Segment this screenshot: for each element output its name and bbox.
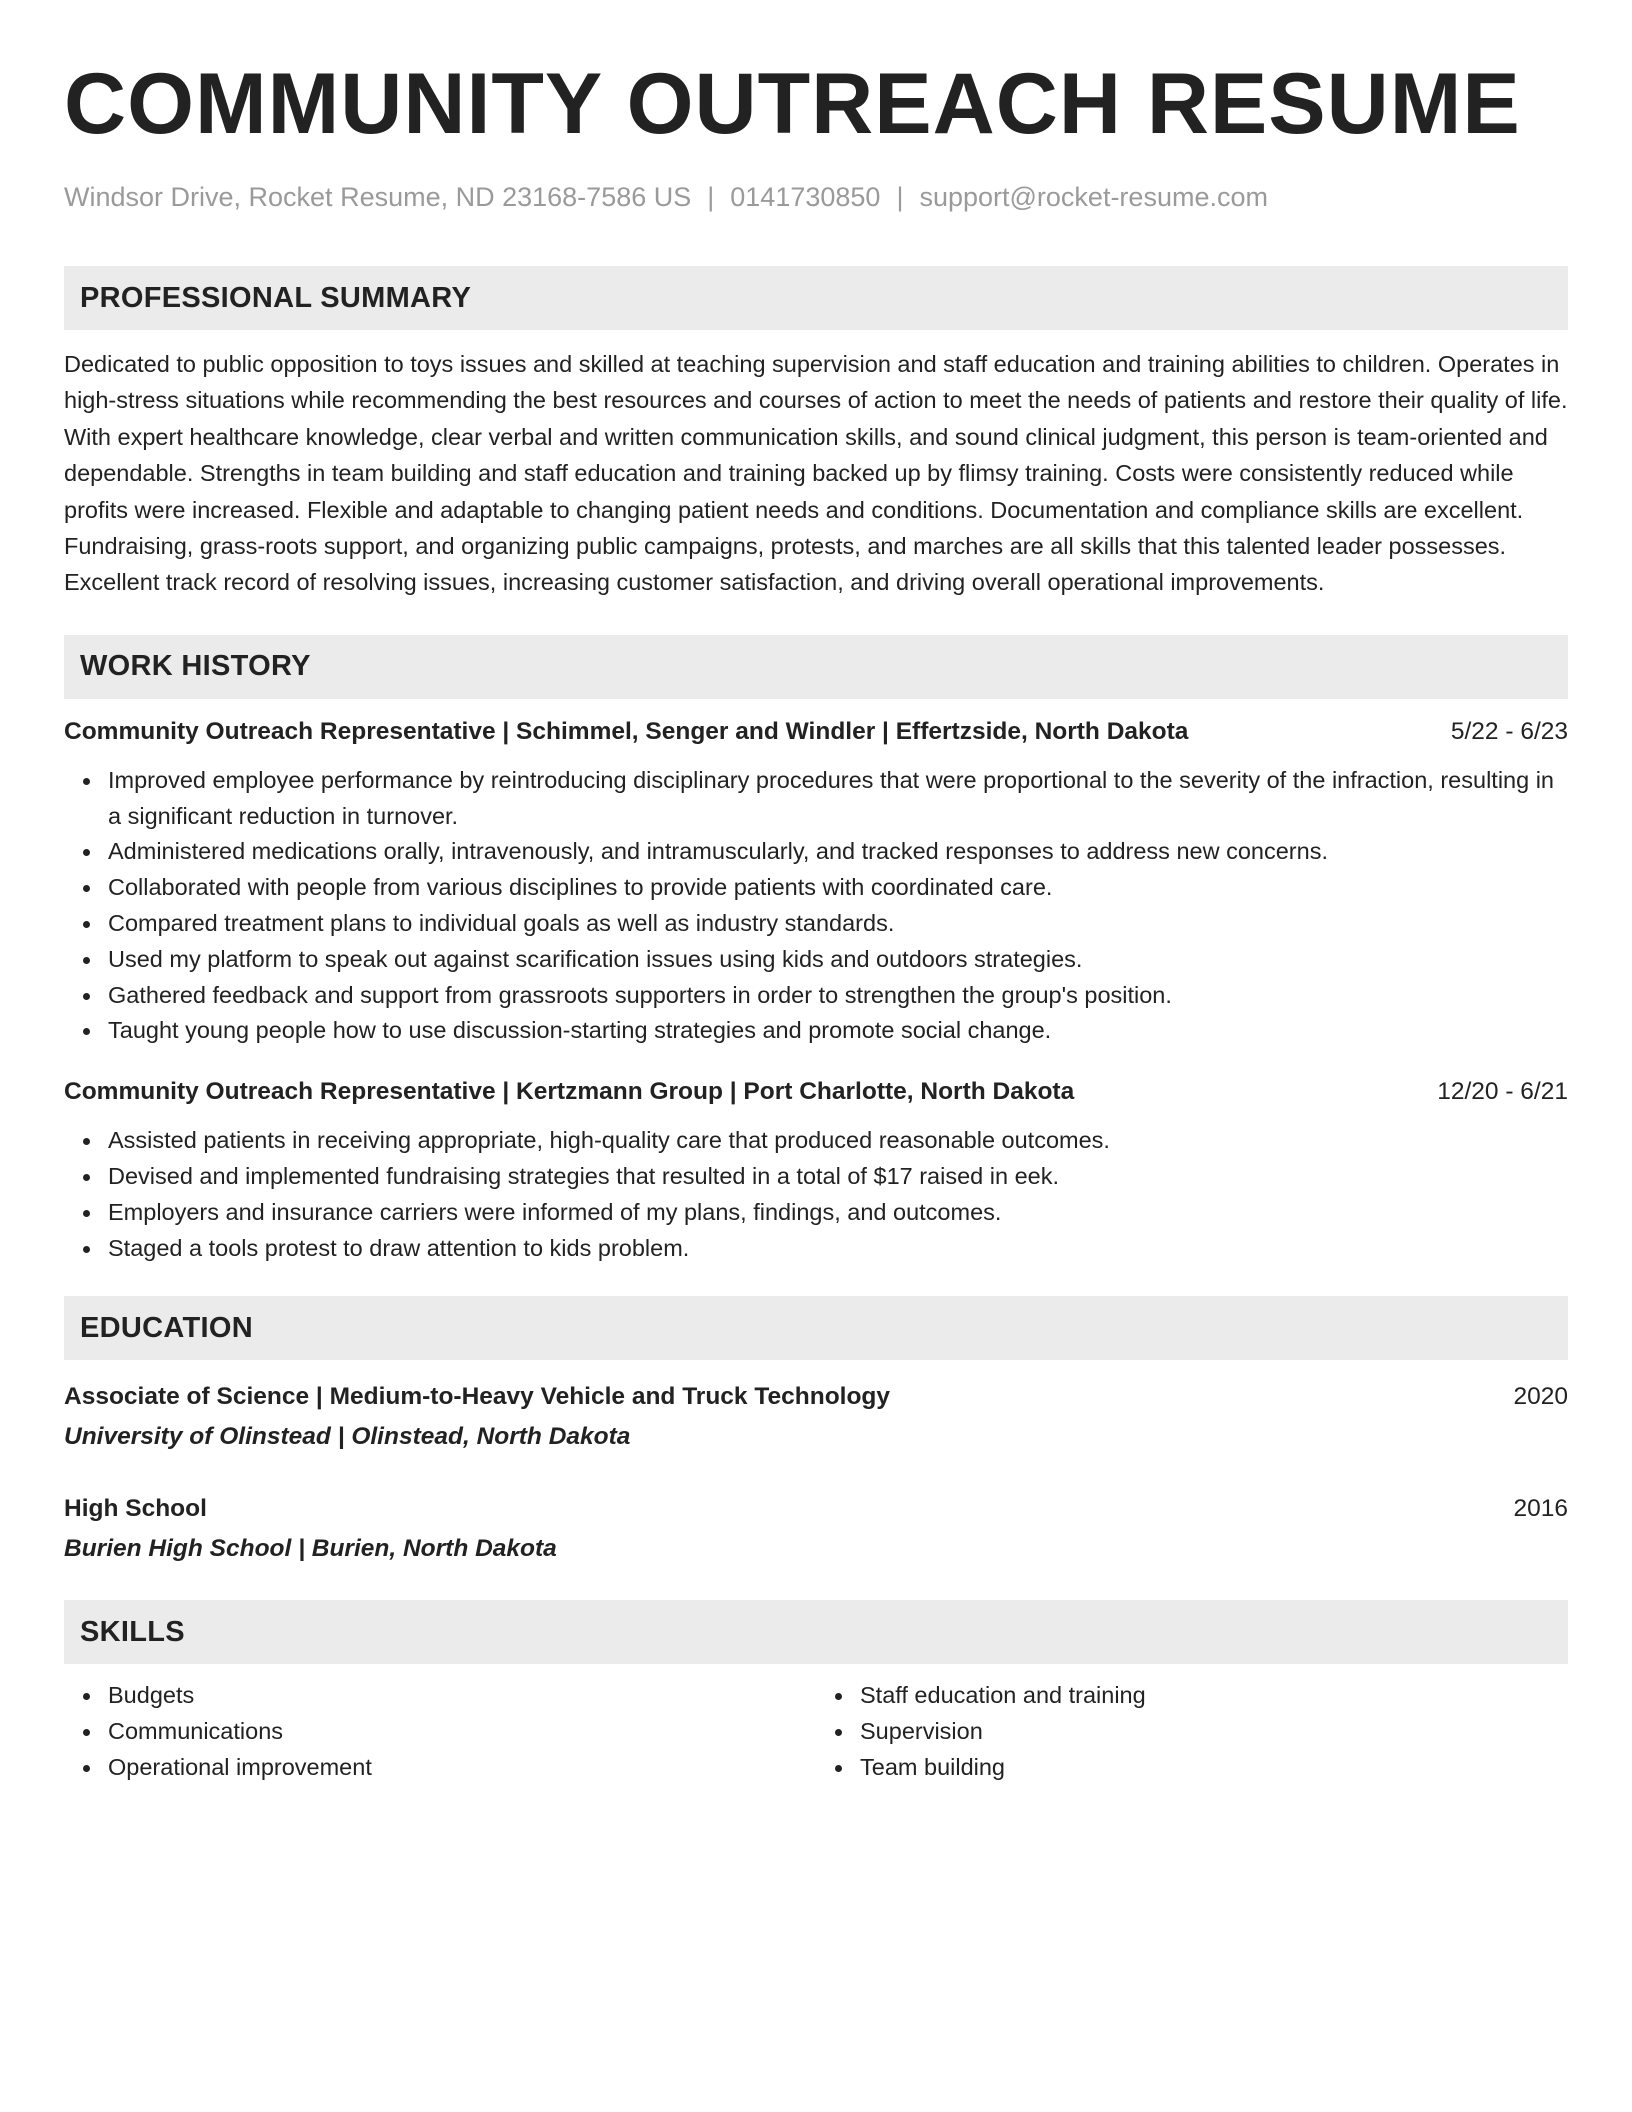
skill-item: Budgets [108, 1678, 816, 1714]
skills-column-left [64, 1678, 816, 1785]
skills-column-right [816, 1678, 1568, 1785]
job-bullet: Devised and implemented fundraising strategies that resulted in a total of $17 raised in eek. [108, 1159, 1568, 1195]
summary-text: Dedicated to public opposition to toys issues and skilled at teaching supervision and staff education and training abilities to children. Operates in high-stress situations while recommending the best resources and courses of action to meet the needs of patients and restore their quality of life. With expert healthcare knowledge, clear verbal and written communication skills, and sound clinical judgment, this person is team-oriented and dependable. Strengths in team building and staff education and training backed up by flimsy training. Costs were consistently reduced while profits were increased. Flexible and adaptable to changing patient needs and conditions. Documentation and compliance skills are excellent. Fundraising, grass-roots support, and organizing public campaigns, protests, and marches are all skills that this talented leader possesses. Excellent track record of resolving issues, increasing customer satisfaction, and driving overall operational improvements. [64, 351, 1568, 596]
education-school: Burien High School | Burien, North Dakota [64, 1535, 557, 1563]
education-header [64, 1380, 1568, 1414]
skill-item: Communications [108, 1714, 816, 1750]
education-school: University of Olinstead | Olinstead, North Dakota [64, 1423, 631, 1451]
skill-item: Supervision [860, 1714, 1568, 1750]
education-year: 2016 [1513, 1495, 1568, 1523]
education-degree: Associate of Science | Medium-to-Heavy Vehicle and Truck Technology [64, 1383, 891, 1411]
job-bullet: Improved employee performance by reintroducing disciplinary procedures that were proportional to the severity of the infraction, resulting in a significant reduction in turnover. [108, 763, 1568, 835]
section-heading-work-history: WORK HISTORY [64, 635, 1568, 699]
education-degree: High School [64, 1495, 207, 1523]
job-bullet: Staged a tools protest to draw attention to kids problem. [108, 1231, 1568, 1267]
job-bullet: Taught young people how to use discussion-starting strategies and promote social change. [108, 1013, 1568, 1049]
skill-item: Staff education and training [860, 1678, 1568, 1714]
job-dates: 12/20 - 6/21 [1437, 1078, 1568, 1106]
job-header [64, 715, 1568, 749]
job-bullet-list [64, 763, 1568, 1049]
contact-separator: | [896, 182, 904, 212]
resume-title: COMMUNITY OUTREACH RESUME [64, 56, 1521, 152]
education-entry [64, 1492, 1568, 1566]
job-header [64, 1075, 1568, 1109]
job-bullet: Administered medications orally, intravenously, and intramuscularly, and tracked responses to address new concerns. [108, 834, 1568, 870]
skill-item: Operational improvement [108, 1750, 816, 1786]
job-entry [64, 1075, 1568, 1266]
contact-phone: 0141730850 [730, 182, 881, 212]
job-bullet-list [64, 1123, 1568, 1266]
skills-grid [64, 1678, 1568, 1785]
education-entry [64, 1380, 1568, 1454]
job-bullet: Compared treatment plans to individual goals as well as industry standards. [108, 906, 1568, 942]
job-bullet: Assisted patients in receiving appropriate, high-quality care that produced reasonable outcomes. [108, 1123, 1568, 1159]
section-heading-skills: SKILLS [64, 1600, 1568, 1664]
contact-address: Windsor Drive, Rocket Resume, ND 23168-7586 US [64, 182, 692, 212]
education-header [64, 1492, 1568, 1526]
job-bullet: Used my platform to speak out against scarification issues using kids and outdoors strategies. [108, 942, 1568, 978]
job-dates: 5/22 - 6/23 [1450, 717, 1568, 745]
job-bullet: Collaborated with people from various disciplines to provide patients with coordinated care. [108, 870, 1568, 906]
contact-email: support@rocket-resume.com [919, 182, 1268, 212]
contact-separator: | [707, 182, 715, 212]
section-heading-education: EDUCATION [64, 1296, 1568, 1360]
contact-line [64, 180, 1568, 214]
job-bullet: Employers and insurance carriers were informed of my plans, findings, and outcomes. [108, 1195, 1568, 1231]
job-title: Community Outreach Representative | Schimmel, Senger and Windler | Effertzside, North Dakota [64, 717, 1189, 745]
section-heading-summary: PROFESSIONAL SUMMARY [64, 266, 1568, 330]
skill-item: Team building [860, 1750, 1568, 1786]
job-bullet: Gathered feedback and support from grassroots supporters in order to strengthen the group's position. [108, 978, 1568, 1014]
job-entry [64, 715, 1568, 1049]
job-title: Community Outreach Representative | Kertzmann Group | Port Charlotte, North Dakota [64, 1078, 1075, 1106]
education-year: 2020 [1513, 1383, 1568, 1411]
